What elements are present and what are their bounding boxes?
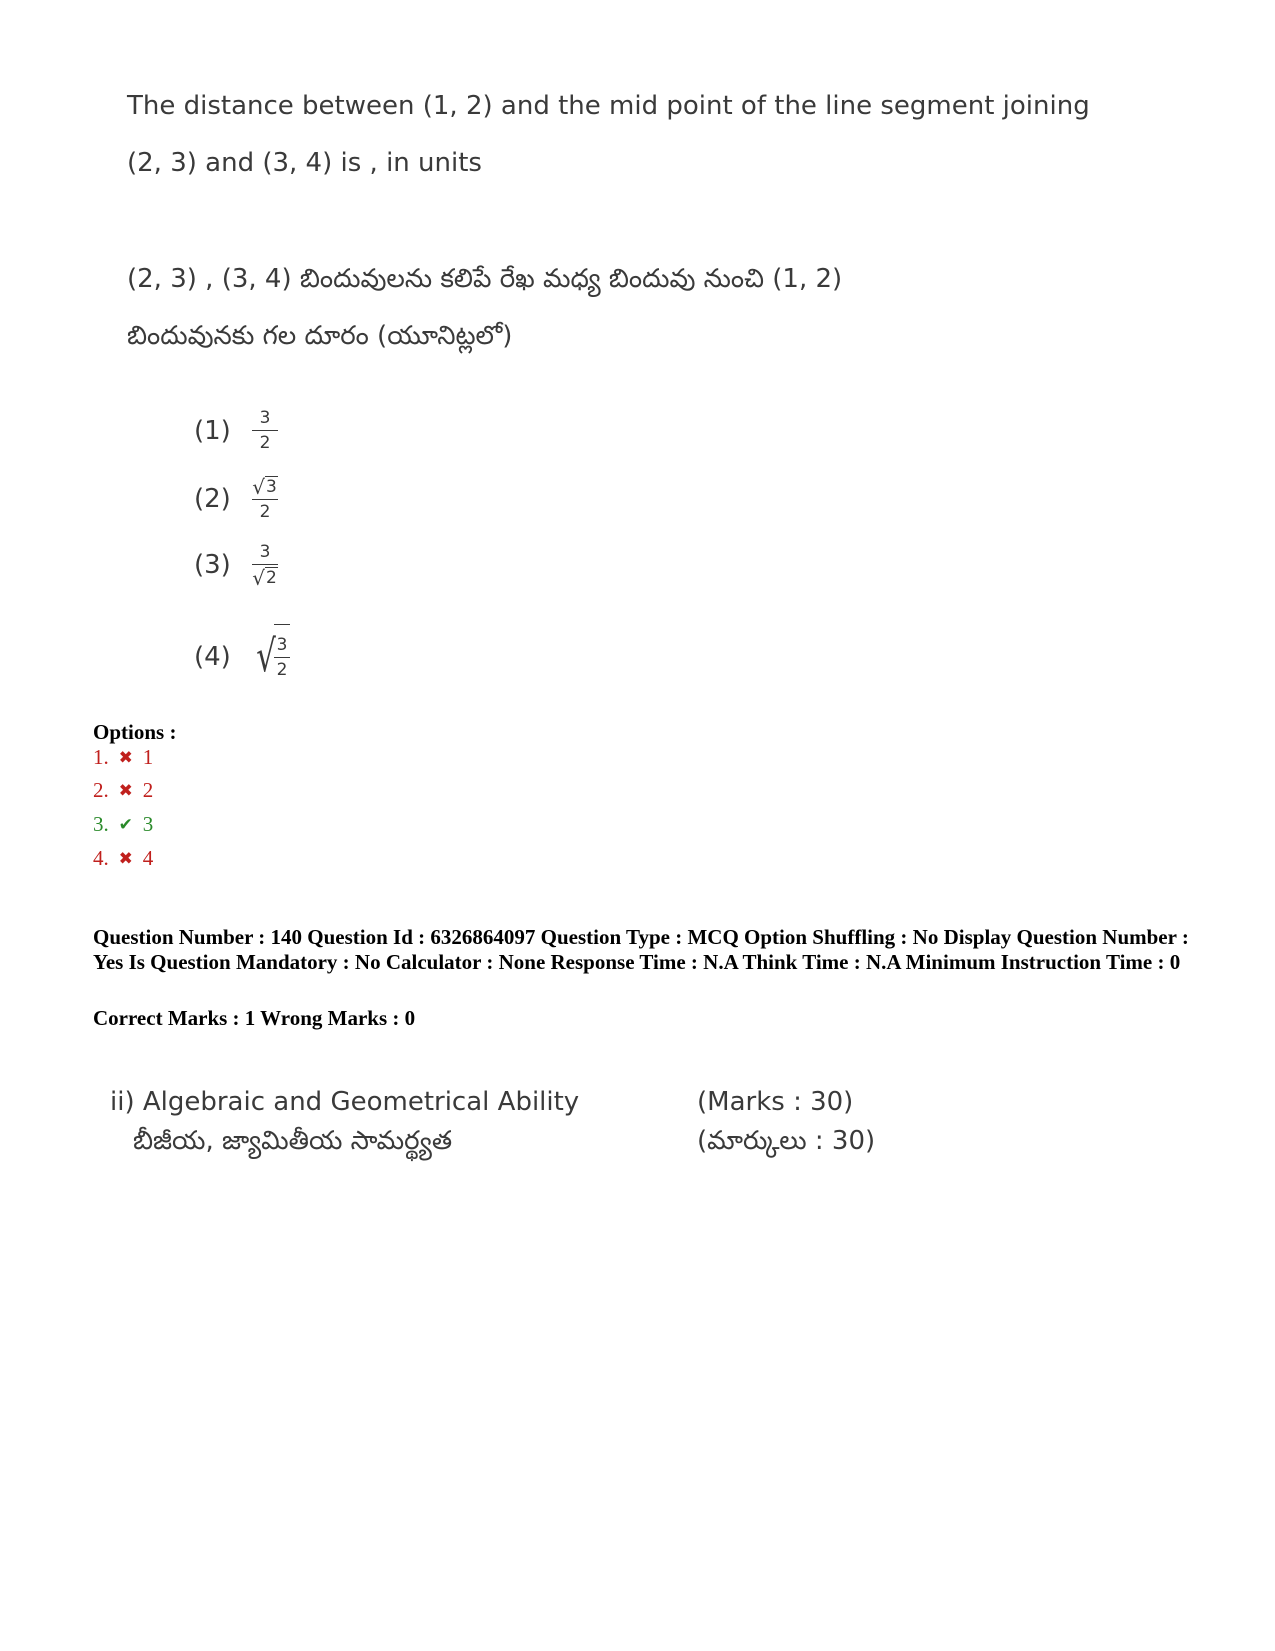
option-index: 3. [93,812,109,836]
options-title: Options : [93,720,177,744]
question-text-english [127,78,1127,192]
marks-info: Correct Marks : 1 Wrong Marks : 0 [93,1006,416,1030]
choice-label: (4) [194,642,231,672]
option-1 [93,745,153,770]
radicand [274,624,290,690]
section-marks-telugu: (మార్కులు : 30) [697,1126,876,1156]
question-line: బిందువునకు గల దూరం (యూనిట్లలో) [127,321,513,351]
option-index: 4. [93,846,109,870]
option-4 [93,846,153,871]
section-marks-english: (Marks : 30) [697,1087,854,1117]
option-index: 2. [93,778,109,802]
denominator: 2 [276,660,288,680]
option-3 [93,812,153,837]
checkmark-icon: ✔ [118,814,133,834]
choice-4 [194,624,290,690]
cross-icon: ✖ [118,848,133,868]
question-meta: Question Number : 140 Question Id : 6326864097 Question Type : MCQ Option Shuffling : No Display Question Number : Yes Is Question Mandatory : No Calculator : None Response Time : N.A Think Time : N.A Minimum Instruction Time : 0 [93,925,1189,974]
option-value: 2 [142,778,154,802]
question-line: (2, 3) and (3, 4) is , in units [127,148,482,178]
option-value: 1 [142,745,154,769]
option-value: 3 [142,812,154,836]
fraction [252,542,278,588]
numerator: 3 [265,477,277,497]
cross-icon: ✖ [118,747,133,767]
choice-label: (1) [194,415,231,446]
numerator: 3 [276,635,288,655]
choice-2 [194,476,278,522]
option-index: 1. [93,745,109,769]
choice-label: (3) [194,550,231,580]
cross-icon: ✖ [118,780,133,800]
numerator: 3 [259,408,271,428]
denominator: 2 [265,568,277,588]
choice-3 [194,542,278,588]
section-title-english: ii) Algebraic and Geometrical Ability [110,1087,580,1117]
section-title-telugu: బీజీయ, జ్యామితీయ సామర్థ్యత [133,1126,453,1156]
question-line: (2, 3) , (3, 4) బిందువులను కలిపే రేఖ మధ్య బిందువు నుంచి (1, 2) [127,264,843,294]
sqrt [252,624,290,690]
option-value: 4 [142,846,154,870]
radical-sign: √ [256,631,276,682]
numerator: 3 [259,542,271,562]
fraction [252,408,278,453]
question-text-telugu [127,251,1127,365]
question-line: The distance between (1, 2) and the mid point of the line segment joining [127,91,1090,121]
choice-1 [194,408,278,453]
denominator: 2 [259,502,271,522]
fraction [252,476,278,522]
denominator: 2 [259,433,271,453]
choice-label: (2) [194,484,231,514]
sqrt [252,567,278,588]
radical-sign: √ [252,474,265,499]
option-2 [93,778,153,803]
fraction [274,635,290,680]
sqrt [252,476,278,497]
radical-sign: √ [252,565,265,590]
